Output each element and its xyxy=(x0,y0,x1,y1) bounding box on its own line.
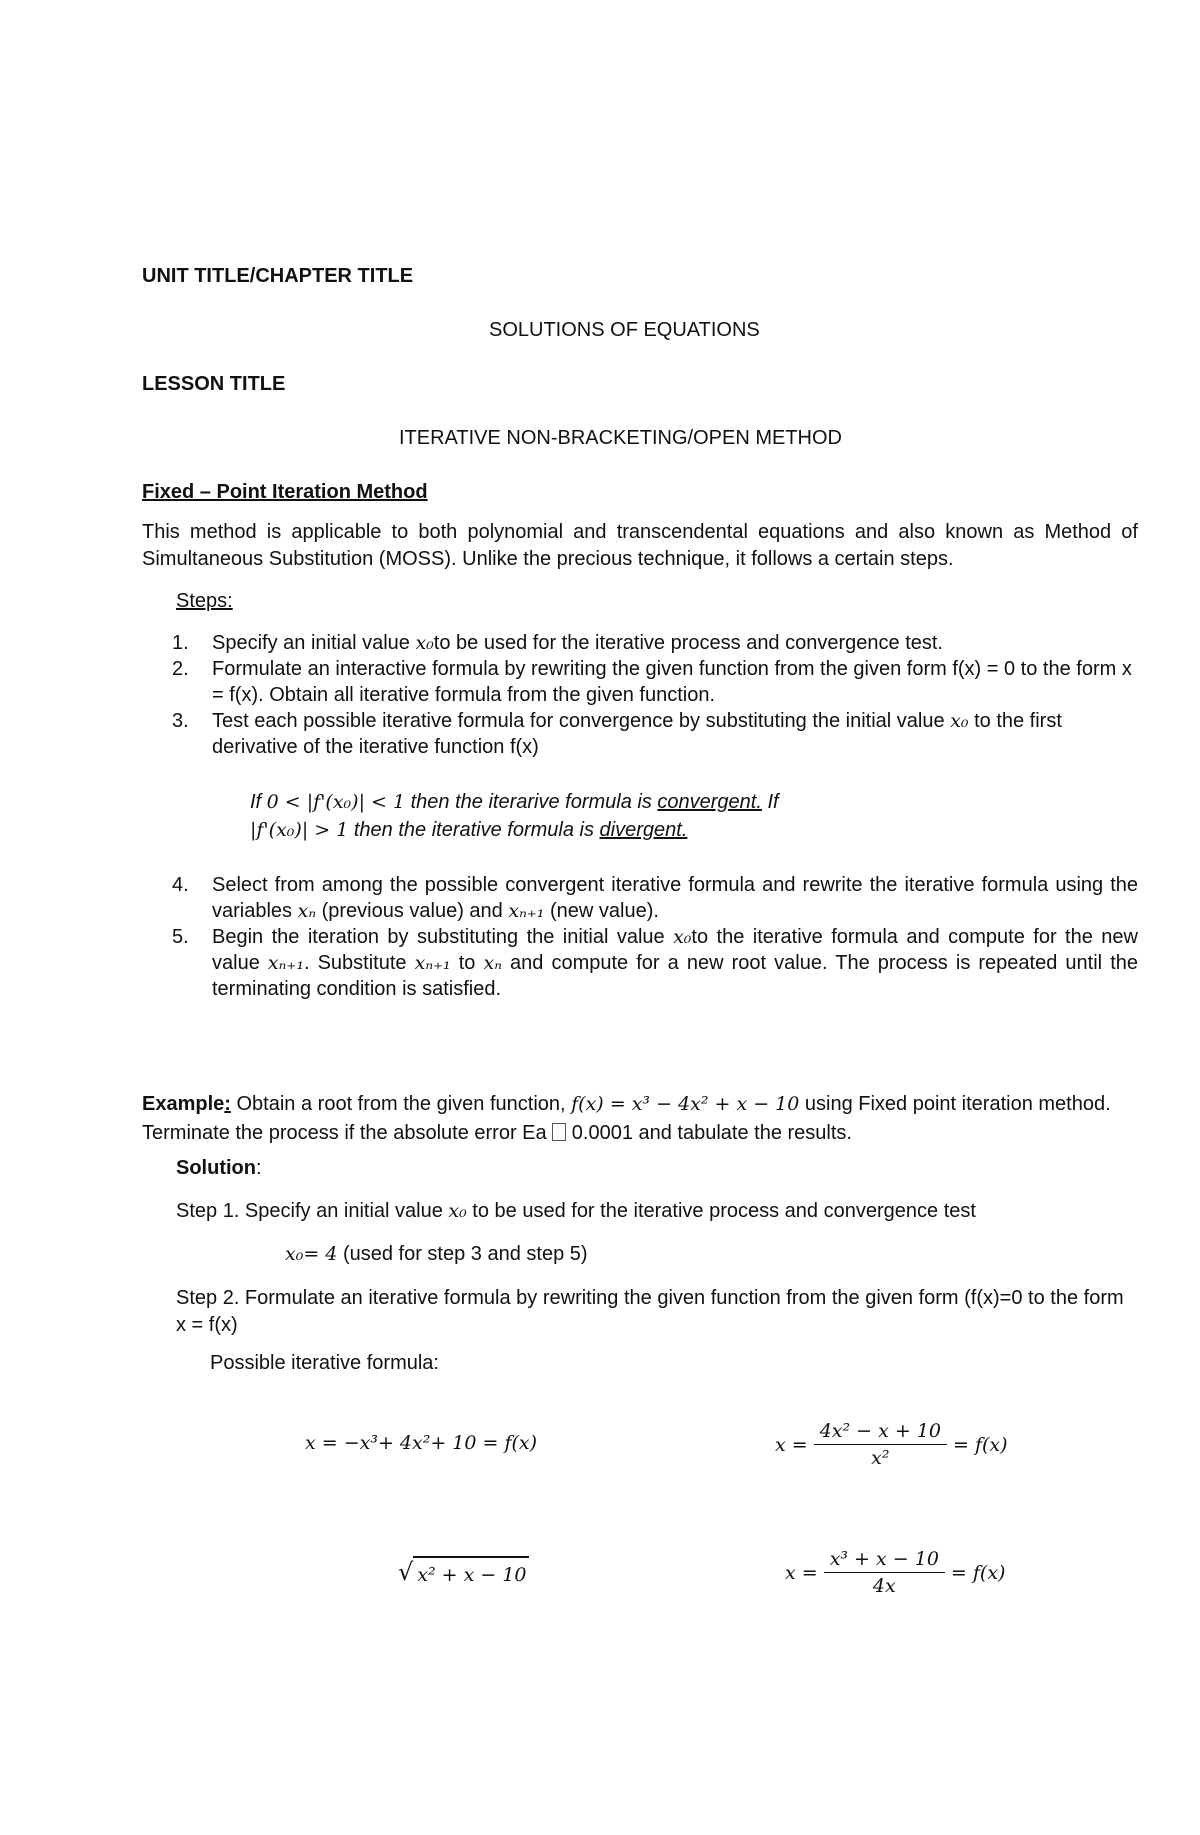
example-colon: : xyxy=(224,1093,231,1115)
step-text: . Substitute xyxy=(303,952,415,974)
step-text: Specify an initial value xyxy=(212,632,416,654)
example-label: Example xyxy=(142,1093,225,1115)
step-text: Select from among the possible convergent iterative formula and rewrite the iterative formula using the variables xyxy=(212,874,1138,922)
step-number: 2. xyxy=(172,658,189,680)
step-text: Formulate an interactive formula by rewriting the given function from the given form f(x) = 0 to the form x = f(x). Obtain all iterative formula from the given function. xyxy=(212,658,1132,706)
formula-4-numerator: x³ + x − 10 xyxy=(824,1548,945,1573)
condition-text: then the iterative formula is xyxy=(348,819,600,841)
x0-note: (used for step 3 and step 5) xyxy=(337,1243,588,1265)
step-text: Test each possible iterative formula for convergence by substituting the initial value xyxy=(212,710,951,732)
convergence-condition xyxy=(250,788,779,844)
math-x0: x₀ xyxy=(448,1200,467,1222)
formula-2-rhs: = f(x) xyxy=(953,1433,1008,1456)
sqrt-icon: √ xyxy=(398,1558,414,1586)
missing-glyph-icon xyxy=(552,1123,566,1141)
step-number: 4. xyxy=(172,874,189,896)
formula-4-denominator: 4x xyxy=(872,1575,896,1597)
formula-4-fraction xyxy=(824,1548,945,1597)
step1-text: Step 1. Specify an initial value xyxy=(176,1200,449,1222)
list-item xyxy=(172,708,1138,760)
solution-colon: : xyxy=(255,1157,262,1179)
step-text: Begin the iteration by substituting the initial value xyxy=(212,926,674,948)
unit-title: SOLUTIONS OF EQUATIONS xyxy=(489,319,760,341)
condition-text: then the iterarive formula is xyxy=(405,791,658,813)
math-x0: x₀ xyxy=(415,632,434,654)
example-text: 0.0001 and tabulate the results. xyxy=(566,1122,852,1144)
math-xn1: xₙ₊₁ xyxy=(508,900,545,922)
section-heading: Fixed – Point Iteration Method xyxy=(142,481,428,503)
formula-4 xyxy=(785,1548,1005,1597)
solution-heading xyxy=(176,1157,262,1180)
math-xn: xₙ xyxy=(483,952,502,974)
condition-if: If xyxy=(250,791,267,813)
step-text: to xyxy=(450,952,484,974)
example-text: using Fixed point iteration method. Terminate the process if the absolute error Ea xyxy=(142,1093,1111,1144)
solution-step-2: Step 2. Formulate an iterative formula by rewriting the given function from the given form (f(x)=0 to the form x = f(x) xyxy=(176,1287,1124,1336)
condition-math: 0 < |f'(x₀)| < 1 xyxy=(266,791,406,813)
solution-label: Solution xyxy=(176,1157,256,1179)
step-number: 5. xyxy=(172,926,189,948)
unit-label: UNIT TITLE/CHAPTER TITLE xyxy=(142,265,414,287)
solution-step-1 xyxy=(176,1200,976,1223)
list-item xyxy=(172,630,1138,656)
possible-formula-label: Possible iterative formula: xyxy=(210,1352,439,1374)
lesson-label: LESSON TITLE xyxy=(142,373,286,395)
example-text: Obtain a root from the given function, xyxy=(230,1093,572,1115)
example-function: f(x) = x³ − 4x² + x − 10 xyxy=(571,1093,800,1115)
example-paragraph xyxy=(142,1090,1138,1148)
convergent-term: convergent. xyxy=(657,791,762,813)
formula-3 xyxy=(398,1556,529,1586)
formula-2-fraction xyxy=(814,1420,947,1469)
step-text: and compute for a new root value. The process is repeated until the terminating condition is satisfied. xyxy=(212,952,1138,1000)
intro-paragraph: This method is applicable to both polynomial and transcendental equations and also known as Method of Simultaneous Substitution (MOSS). Unlike the precious technique, it follows a certain steps. xyxy=(142,521,1138,570)
list-item xyxy=(172,872,1138,924)
x0-equation: x₀= 4 xyxy=(285,1243,338,1265)
formula-3-radicand: x² + x − 10 xyxy=(413,1556,528,1586)
initial-value xyxy=(285,1243,588,1266)
formula-4-lhs: x = xyxy=(785,1561,818,1584)
math-x0: x₀ xyxy=(950,710,969,732)
condition-math: |f'(x₀)| > 1 xyxy=(250,819,349,841)
formula-2 xyxy=(775,1420,1008,1469)
step-text: to the iterative formula and compute for the new value xyxy=(212,926,1138,974)
list-item xyxy=(172,924,1138,1002)
formula-4-rhs: = f(x) xyxy=(950,1561,1006,1584)
list-item xyxy=(172,656,1138,708)
step-number: 3. xyxy=(172,710,189,732)
step1-text: to be used for the iterative process and convergence test xyxy=(466,1200,976,1222)
condition-if: If xyxy=(761,791,779,813)
divergent-term: divergent. xyxy=(599,819,688,841)
lesson-title: ITERATIVE NON-BRACKETING/OPEN METHOD xyxy=(399,427,842,449)
math-xn1: xₙ₊₁ xyxy=(414,952,451,974)
math-xn: xₙ xyxy=(297,900,317,922)
math-x0: x₀ xyxy=(673,926,692,948)
formula-1: x = −x³+ 4x²+ 10 = f(x) xyxy=(305,1432,538,1454)
step-text: (previous value) and xyxy=(316,900,509,922)
step-number: 1. xyxy=(172,632,189,654)
step-text: (new value). xyxy=(544,900,659,922)
formula-2-denominator: x² xyxy=(871,1447,890,1469)
steps-label: Steps: xyxy=(176,590,233,612)
step-text: to be used for the iterative process and convergence test. xyxy=(433,632,943,654)
step-text: to the first derivative of the iterative function f(x) xyxy=(212,710,1062,758)
formula-2-lhs: x = xyxy=(775,1433,808,1456)
math-xn1: xₙ₊₁ xyxy=(267,952,304,974)
formula-2-numerator: 4x² − x + 10 xyxy=(814,1420,947,1445)
